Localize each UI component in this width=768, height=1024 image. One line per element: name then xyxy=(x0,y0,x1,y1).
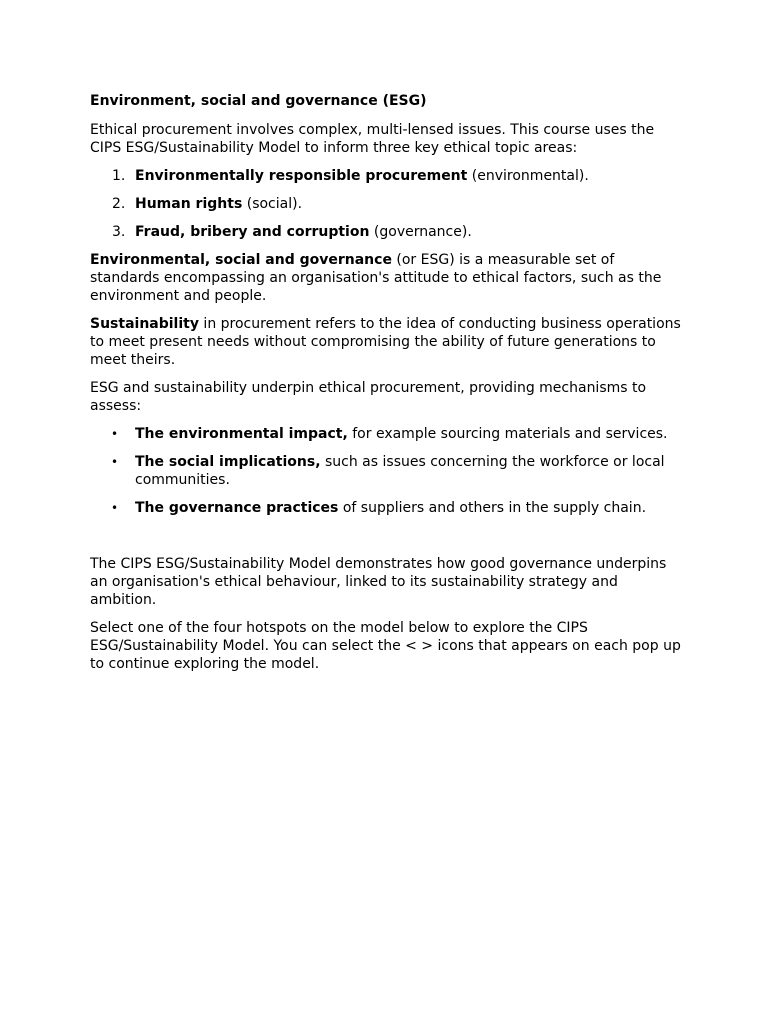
bullet-item xyxy=(90,425,682,443)
assess-intro-paragraph: ESG and sustainability underpin ethical procurement, providing mechanisms to assess: xyxy=(90,380,647,414)
bullet-icon: • xyxy=(111,501,119,515)
list-item xyxy=(90,223,682,241)
bullet-item xyxy=(90,453,682,489)
bullet-item-bold: The environmental impact, xyxy=(135,426,348,442)
list-number: 2. xyxy=(112,196,126,212)
list-item-text: (environmental). xyxy=(467,168,589,184)
list-item-bold: Fraud, bribery and corruption xyxy=(135,224,370,240)
list-item-bold: Human rights xyxy=(135,196,243,212)
list-number: 1. xyxy=(112,168,126,184)
document-body xyxy=(90,92,682,683)
bullet-item-text: for example sourcing materials and services. xyxy=(347,426,668,442)
bullet-icon: • xyxy=(111,455,119,469)
bullet-item-text: of suppliers and others in the supply chain. xyxy=(338,500,647,516)
section-heading: Environment, social and governance (ESG) xyxy=(90,93,427,109)
select-hotspot-paragraph: Select one of the four hotspots on the model below to explore the CIPS ESG/Sustainability Model. You can select the < > icons that appears on each pop up to continue exploring the model. xyxy=(90,620,681,672)
bullet-item-bold: The social implications, xyxy=(135,454,321,470)
list-item-text: (social). xyxy=(242,196,303,212)
esg-definition-text: (or ESG) is a measurable set of standards encompassing an organisation's attitude to ethical factors, such as the environment and people. xyxy=(90,252,662,304)
bullet-item xyxy=(90,499,682,517)
sustainability-term: Sustainability xyxy=(90,316,199,332)
list-item xyxy=(90,167,682,185)
model-paragraph: The CIPS ESG/Sustainability Model demonstrates how good governance underpins an organisation's ethical behaviour, linked to its sustainability strategy and ambition. xyxy=(90,556,667,608)
list-item-bold: Environmentally responsible procurement xyxy=(135,168,468,184)
list-item-text: (governance). xyxy=(369,224,472,240)
bullet-item-bold: The governance practices xyxy=(135,500,339,516)
sustainability-definition-text: in procurement refers to the idea of conducting business operations to meet present needs without compromising the ability of future generations to meet theirs. xyxy=(90,316,681,368)
bullet-icon: • xyxy=(111,427,119,441)
list-item xyxy=(90,195,682,213)
esg-term: Environmental, social and governance xyxy=(90,252,392,268)
bullet-item-text: such as issues concerning the workforce or local communities. xyxy=(135,454,665,488)
assess-list xyxy=(90,425,682,517)
esg-definition-paragraph xyxy=(90,251,682,305)
sustainability-definition-paragraph xyxy=(90,315,682,369)
list-number: 3. xyxy=(112,224,126,240)
intro-paragraph: Ethical procurement involves complex, multi-lensed issues. This course uses the CIPS ESG/Sustainability Model to inform three key ethical topic areas: xyxy=(90,122,655,156)
topic-list xyxy=(90,167,682,241)
